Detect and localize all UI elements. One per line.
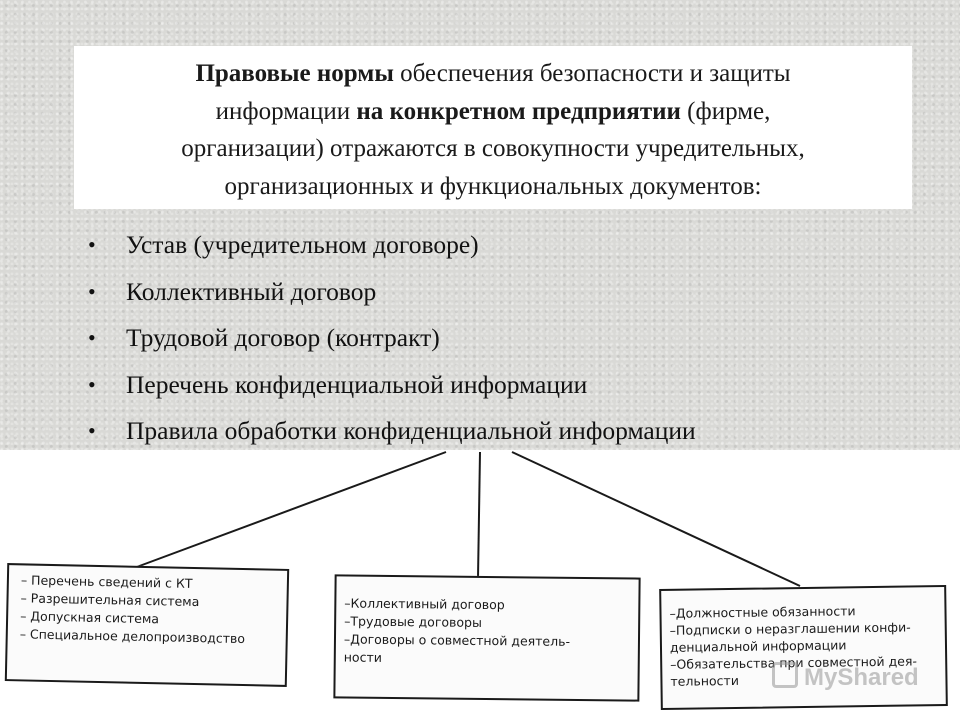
connector-right	[512, 452, 800, 586]
bullet-icon: •	[88, 325, 96, 350]
box-item: –Коллективный договор	[344, 595, 505, 613]
list-item-label: Коллективный договор	[126, 276, 377, 306]
list-item-label: Правила обработки конфиденциальной информации	[126, 416, 696, 445]
watermark	[772, 662, 919, 692]
box-item: –Договоры о совместной деятель-	[343, 631, 571, 649]
box-item: денциальной информации	[669, 637, 847, 655]
heading-bold-1: Правовые нормы	[195, 60, 394, 87]
heading-text-2: информации	[215, 97, 357, 125]
watermark-logo-icon	[772, 662, 798, 688]
connector-middle	[478, 452, 480, 578]
box-organizational-documents	[5, 563, 289, 687]
heading-text-1: обеспечения безопасности и защиты	[393, 60, 791, 87]
heading-text-4: организации) отражаются в совокупности учредительных,	[181, 135, 805, 162]
bullet-icon: •	[88, 418, 96, 443]
list-item-label: Перечень конфиденциальной информации	[126, 369, 588, 399]
heading-text-3: (фирме,	[680, 97, 771, 125]
box-item: – Допускная система	[20, 608, 160, 627]
box-item: – Специальное делопроизводство	[19, 626, 246, 647]
list-item-label: Трудовой договор (контракт)	[126, 323, 440, 352]
list-item-label: Устав (учредительном договоре)	[126, 230, 479, 259]
bullet-icon: •	[88, 278, 96, 304]
box-item: –Трудовые договоры	[344, 613, 482, 630]
heading-text-5: организационных и функциональных документов:	[224, 172, 762, 200]
heading-bold-2: на конкретном предприятии	[356, 97, 681, 125]
box-item: –Подписки о неразглашении конфи-	[669, 619, 911, 638]
box-item: –Должностные обязанности	[669, 603, 856, 621]
box-item: – Перечень сведений с КТ	[20, 572, 193, 591]
bullet-icon: •	[88, 371, 96, 397]
box-contract-documents	[333, 574, 640, 701]
box-item: – Разрешительная система	[20, 590, 200, 610]
box-item: –Обязательства при совместной дея-	[670, 653, 918, 672]
connector-left	[134, 452, 446, 568]
box-item: ности	[343, 649, 382, 665]
watermark-text: MyShared	[804, 664, 919, 691]
bullet-icon: •	[88, 232, 96, 257]
box-item: тельности	[670, 672, 739, 689]
